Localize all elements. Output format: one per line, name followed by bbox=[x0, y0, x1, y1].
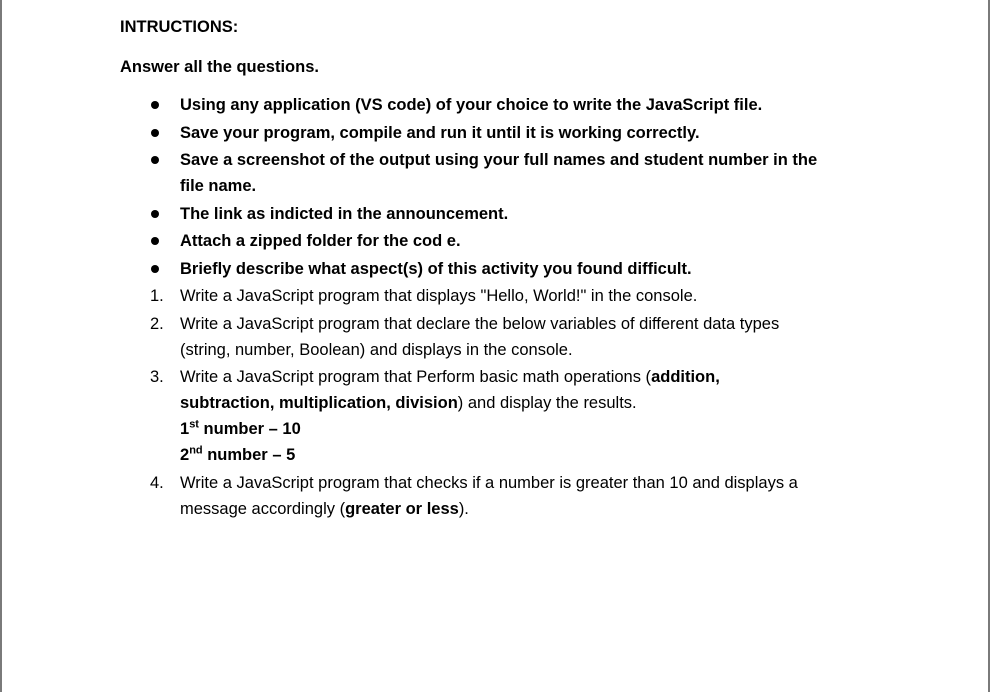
document-body bbox=[120, 16, 900, 523]
question-bold-text: addition, bbox=[651, 368, 720, 386]
value-text: number – 5 bbox=[202, 446, 296, 464]
page-left-border bbox=[0, 0, 2, 692]
bullet-text: Save your program, compile and run it until it is working correctly. bbox=[180, 123, 700, 142]
value-ordinal: 1 bbox=[180, 420, 190, 438]
question-number: 2. bbox=[150, 314, 164, 333]
question-item bbox=[120, 470, 900, 522]
bullet-icon bbox=[151, 210, 159, 218]
question-text: message accordingly ( bbox=[180, 499, 346, 518]
document-subtitle: Answer all the questions. bbox=[120, 58, 319, 76]
question-number: 3. bbox=[150, 368, 164, 386]
question-list bbox=[120, 283, 900, 522]
instruction-bullet-list bbox=[120, 92, 900, 282]
question-text-continuation: (string, number, Boolean) and displays in the console. bbox=[180, 340, 573, 359]
question-item bbox=[120, 311, 900, 363]
bullet-icon bbox=[151, 101, 159, 109]
question-text: ) and display the results. bbox=[457, 394, 637, 412]
bullet-item bbox=[120, 201, 900, 227]
bullet-icon bbox=[151, 237, 159, 245]
question-text: ). bbox=[458, 499, 469, 518]
question-item bbox=[120, 364, 900, 468]
question-text: Write a JavaScript program that displays "Hello, World!" in the console. bbox=[180, 287, 698, 305]
bullet-text: Attach a zipped folder for the cod e. bbox=[180, 232, 461, 250]
bullet-text: The link as indicted in the announcement. bbox=[180, 204, 509, 223]
value-ordinal-suffix: nd bbox=[189, 444, 203, 457]
value-ordinal: 2 bbox=[180, 446, 190, 464]
bullet-item bbox=[120, 147, 900, 199]
question-text: Write a JavaScript program that declare the below variables of different data types bbox=[180, 314, 780, 333]
document-title: INTRUCTIONS: bbox=[120, 18, 239, 36]
question-bold-text: greater or less bbox=[345, 499, 459, 518]
bullet-icon bbox=[151, 265, 159, 273]
value-line bbox=[180, 442, 900, 468]
question-number: 4. bbox=[150, 473, 164, 492]
bullet-item bbox=[120, 92, 900, 118]
value-line bbox=[180, 416, 900, 442]
bullet-item bbox=[120, 228, 900, 254]
value-text: number – 10 bbox=[198, 420, 301, 438]
bullet-text: Using any application (VS code) of your choice to write the JavaScript file. bbox=[180, 96, 763, 114]
question-text: Write a JavaScript program that checks if a number is greater than 10 and displays a bbox=[180, 473, 798, 492]
bullet-icon bbox=[151, 129, 159, 137]
bullet-item bbox=[120, 256, 900, 282]
bullet-text: Briefly describe what aspect(s) of this activity you found difficult. bbox=[180, 259, 692, 278]
question-item bbox=[120, 283, 900, 309]
question-number: 1. bbox=[150, 287, 164, 305]
bullet-icon bbox=[151, 156, 159, 164]
bullet-text: Save a screenshot of the output using your full names and student number in the bbox=[180, 151, 818, 169]
bullet-text-continuation: file name. bbox=[180, 177, 257, 195]
question-bold-text: subtraction, multiplication, division bbox=[180, 394, 458, 412]
value-ordinal-suffix: st bbox=[189, 418, 199, 431]
question-text: Write a JavaScript program that Perform basic math operations ( bbox=[180, 368, 652, 386]
bullet-item bbox=[120, 120, 900, 146]
